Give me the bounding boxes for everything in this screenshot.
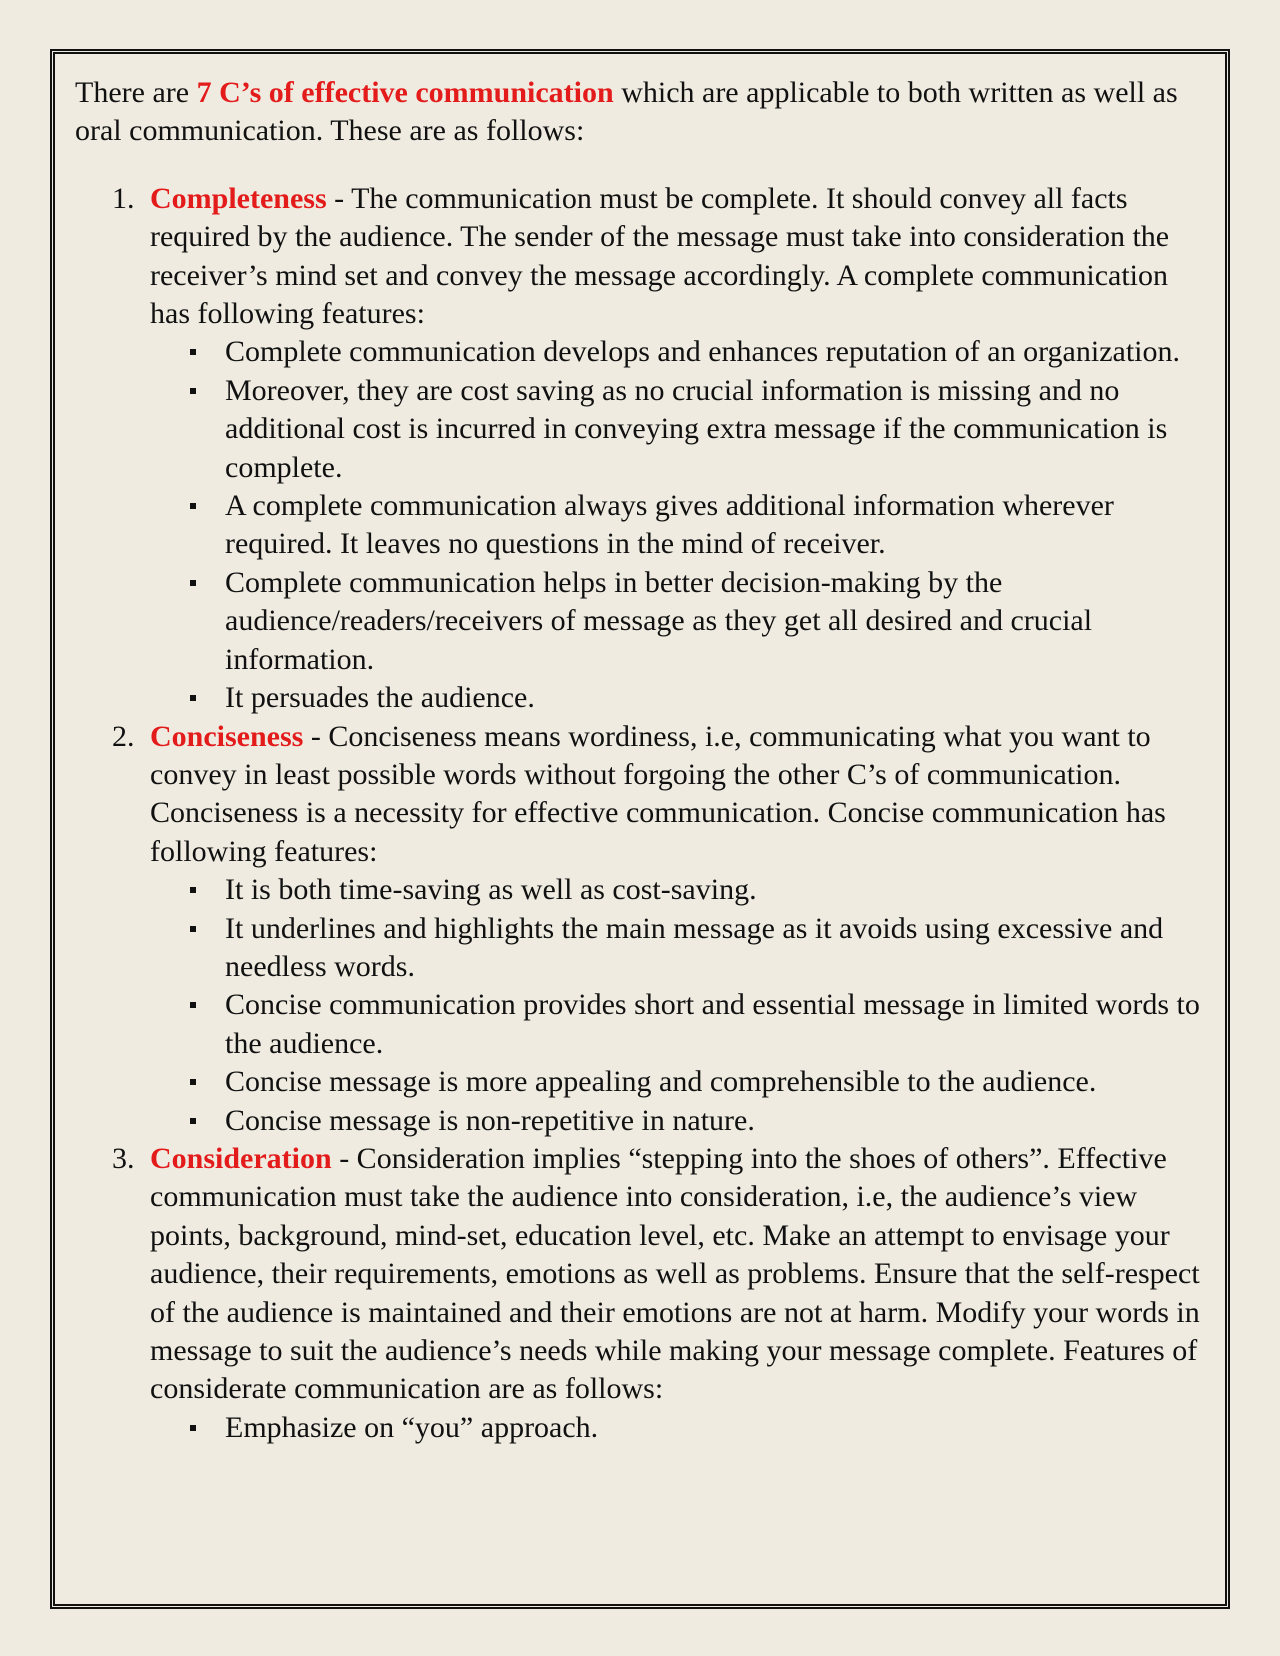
square-bullet-icon: [190, 580, 196, 586]
bullet-text: It persuades the audience.: [225, 681, 535, 715]
item-number: 2.: [112, 719, 135, 753]
intro-highlight: 7 C’s of effective communication: [196, 76, 614, 109]
list-item-completeness: [75, 180, 1210, 718]
square-bullet-icon: [190, 503, 196, 509]
square-bullet-icon: [190, 1079, 196, 1085]
item-number: 1.: [112, 181, 135, 215]
item-text: - Conciseness means wordiness, i.e, communicating what you want to convey in least possible words without forgoing the other C’s of communication. Conciseness is a necessity for effective communication. Concise communication has following features:: [150, 719, 1166, 868]
seven-cs-list: [75, 180, 1210, 1447]
list-item: [150, 1063, 1210, 1101]
list-item: [150, 910, 1210, 987]
square-bullet-icon: [190, 1118, 196, 1124]
square-bullet-icon: [190, 349, 196, 355]
item-text: - The communication must be complete. It should convey all facts required by the audience. The sender of the message must take into consideration the receiver’s mind set and convey the message accordingly. A complete communication has following features:: [150, 181, 1170, 331]
list-item: [150, 1409, 1210, 1447]
list-item: [150, 679, 1210, 717]
list-item: [150, 333, 1210, 371]
feature-list: [150, 333, 1210, 717]
list-item: [150, 1102, 1210, 1140]
square-bullet-icon: [190, 1425, 196, 1431]
square-bullet-icon: [190, 887, 196, 893]
bullet-text: Complete communication helps in better decision-making by the audience/readers/receivers of message as they get all desired and crucial information.: [225, 565, 1093, 676]
list-item: [150, 871, 1210, 909]
item-title: Conciseness: [150, 719, 304, 753]
intro-suffix: which are applicable to both written as well as oral communication. These are as follows:: [75, 76, 1178, 148]
intro-paragraph: [75, 74, 1210, 151]
feature-list: [150, 1409, 1210, 1447]
list-item: [150, 372, 1210, 487]
bullet-text: Complete communication develops and enhances reputation of an organization.: [225, 335, 1180, 369]
item-text: - Consideration implies “stepping into the shoes of others”. Effective communication must take the audience into consideration, i.e, the audience’s view points, background, mind-set, education level, etc. Make an attempt to envisage your audience, their requirements, emotions as well as problems. Ensure that the self-respect of the audience is maintained and their emotions are not at harm. Modify your words in message to suit the audience’s needs while making your message complete. Features of considerate communication are as follows:: [150, 1141, 1200, 1406]
bullet-text: It underlines and highlights the main message as it avoids using excessive and needless words.: [225, 911, 1164, 983]
list-item-conciseness: [75, 718, 1210, 1140]
list-item-consideration: [75, 1140, 1210, 1447]
intro-prefix: There are: [75, 76, 197, 109]
list-item: [150, 564, 1210, 679]
item-title: Consideration: [150, 1141, 332, 1175]
item-number: 3.: [112, 1141, 135, 1175]
square-bullet-icon: [190, 1002, 196, 1008]
bullet-text: Emphasize on “you” approach.: [225, 1410, 599, 1444]
item-title: Completeness: [150, 181, 327, 215]
bullet-text: Concise communication provides short and essential message in limited words to the audience.: [225, 988, 1200, 1060]
bullet-text: It is both time-saving as well as cost-saving.: [225, 873, 757, 907]
square-bullet-icon: [190, 388, 196, 394]
feature-list: [150, 871, 1210, 1140]
bullet-text: Moreover, they are cost saving as no crucial information is missing and no additional cost is incurred in conveying extra message if the communication is complete.: [225, 373, 1168, 484]
list-item: [150, 487, 1210, 564]
bullet-text: A complete communication always gives additional information wherever required. It leaves no questions in the mind of receiver.: [225, 489, 1114, 561]
bullet-text: Concise message is non-repetitive in nature.: [225, 1103, 755, 1137]
square-bullet-icon: [190, 926, 196, 932]
document-body: [75, 74, 1210, 1447]
square-bullet-icon: [190, 695, 196, 701]
bullet-text: Concise message is more appealing and comprehensible to the audience.: [225, 1065, 1097, 1099]
list-item: [150, 986, 1210, 1063]
